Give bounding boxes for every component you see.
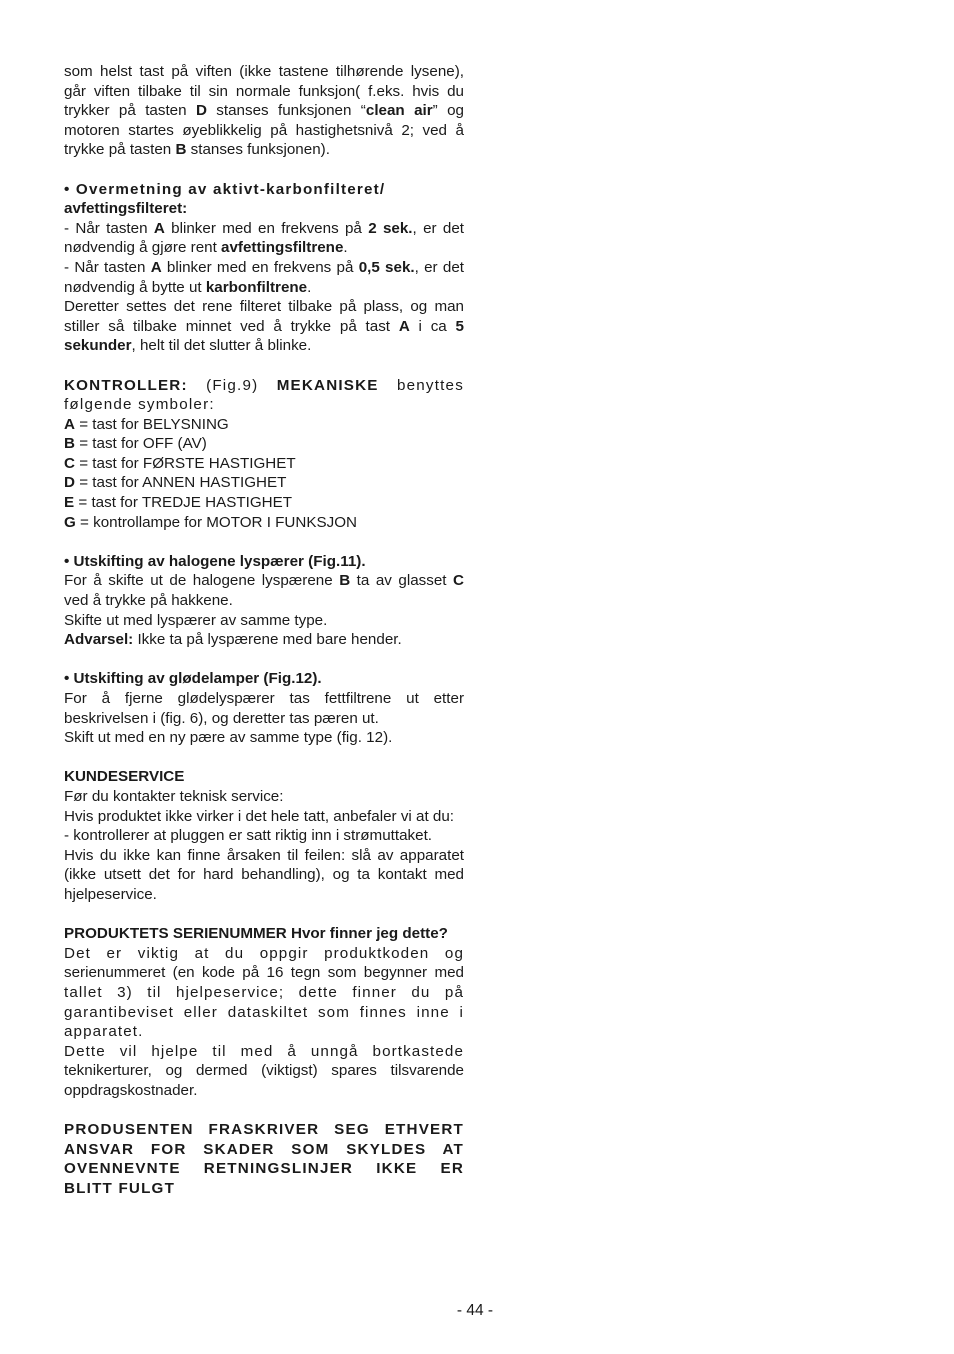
saturation-line-2: - Når tasten A blinker med en frekvens på 0,5 sek., er det nødvendig å bytte ut karbonfiltrene. bbox=[64, 258, 464, 296]
halogen-heading: • Utskifting av halogene lyspærer (Fig.11). bbox=[64, 552, 366, 570]
serial-line-1: Det er viktig at du oppgir produktkoden og serienummeret (en kode på 16 tegn som begynner med tallet 3) til hjelpeservice; dette finner du på garantibeviset eller dataskiltet som finnes inne i apparatet. bbox=[64, 944, 464, 1041]
text-column bbox=[64, 62, 464, 1198]
service-heading: KUNDESERVICE bbox=[64, 768, 185, 786]
halogen-warning: Advarsel: Ikke ta på lyspærene med bare hender. bbox=[64, 631, 402, 649]
serial-heading: PRODUKTETS SERIENUMMER Hvor finner jeg dette? bbox=[64, 925, 448, 943]
list-item: B = tast for OFF (AV) bbox=[64, 435, 207, 453]
list-item: C = tast for FØRSTE HASTIGHET bbox=[64, 454, 296, 472]
list-item: E = tast for TREDJE HASTIGHET bbox=[64, 494, 293, 512]
controls-intro: KONTROLLER: (Fig.9) MEKANISKE benyttes følgende symboler: bbox=[64, 376, 465, 414]
disclaimer: PRODUSENTEN FRASKRIVER SEG ETHVERT ANSVAR FOR SKADER SOM SKYLDES AT OVENNEVNTE RETNINGSLINJER IKKE ER BLITT FULGT bbox=[64, 1121, 464, 1197]
service-line-1: Før du kontakter teknisk service: bbox=[64, 787, 284, 805]
glow-line-2: Skift ut med en ny pære av samme type (fig. 12). bbox=[64, 729, 393, 747]
saturation-heading: • Overmetning av aktivt-karbonfilteret/ avfettingsfilteret: bbox=[64, 180, 386, 218]
service-line-2: Hvis produktet ikke virker i det hele tatt, anbefaler vi at du: bbox=[64, 807, 455, 825]
service-line-3: - kontrollerer at pluggen er satt riktig inn i strømuttaket. bbox=[64, 827, 433, 845]
clean-air-label: clean air bbox=[365, 102, 433, 120]
glow-line-1: For å fjerne glødelyspærer tas fettfiltrene ut etter beskrivelsen i (fig. 6), og deretter tas pæren ut. bbox=[64, 690, 464, 727]
saturation-line-3: Deretter settes det rene filteret tilbake på plass, og man stiller så tilbake minnet ved å trykke på tast A i ca 5 sekunder, helt til det slutter å blinke. bbox=[64, 298, 464, 355]
text-run: ” og motoren startes øyeblikkelig på hastighetsnivå 2; ved å trykke på tasten bbox=[64, 102, 464, 159]
key-label: B bbox=[175, 141, 187, 159]
key-label: D bbox=[195, 102, 207, 120]
service-line-4: Hvis du ikke kan finne årsaken til feilen: slå av apparatet (ikke utsett det for hard behandling), og ta kontakt med hjelpeservice. bbox=[64, 846, 464, 903]
glow-heading: • Utskifting av glødelamper (Fig.12). bbox=[64, 670, 322, 688]
list-item: A = tast for BELYSNING bbox=[64, 415, 229, 433]
intro-paragraph bbox=[64, 62, 464, 160]
saturation-line-1: - Når tasten A blinker med en frekvens på 2 sek., er det nødvendig å gjøre rent avfettingsfiltrene. bbox=[64, 219, 464, 257]
halogen-line-1: For å skifte ut de halogene lyspærene B ta av glasset C ved å trykke på hakkene. bbox=[64, 572, 464, 610]
list-item: G = kontrollampe for MOTOR I FUNKSJON bbox=[64, 513, 358, 531]
halogen-line-2: Skifte ut med lyspærer av samme type. bbox=[64, 611, 328, 629]
text-run: stanses funksjonen). bbox=[186, 141, 330, 159]
serial-line-2: Dette vil hjelpe til med å unngå bortkastede teknikerturer, og dermed (viktigst) spares tilsvarende oppdragskostnader. bbox=[64, 1042, 464, 1099]
page-number: - 44 - bbox=[456, 1302, 494, 1319]
text-run: stanses funksjonen “ bbox=[206, 102, 366, 120]
text-run: som helst tast på viften (ikke tastene tilhørende lysene), går viften tilbake til sin normale funksjon( f.eks. hvis du trykker på tasten bbox=[64, 63, 464, 120]
controls-list bbox=[64, 415, 464, 533]
list-item: D = tast for ANNEN HASTIGHET bbox=[64, 474, 287, 492]
